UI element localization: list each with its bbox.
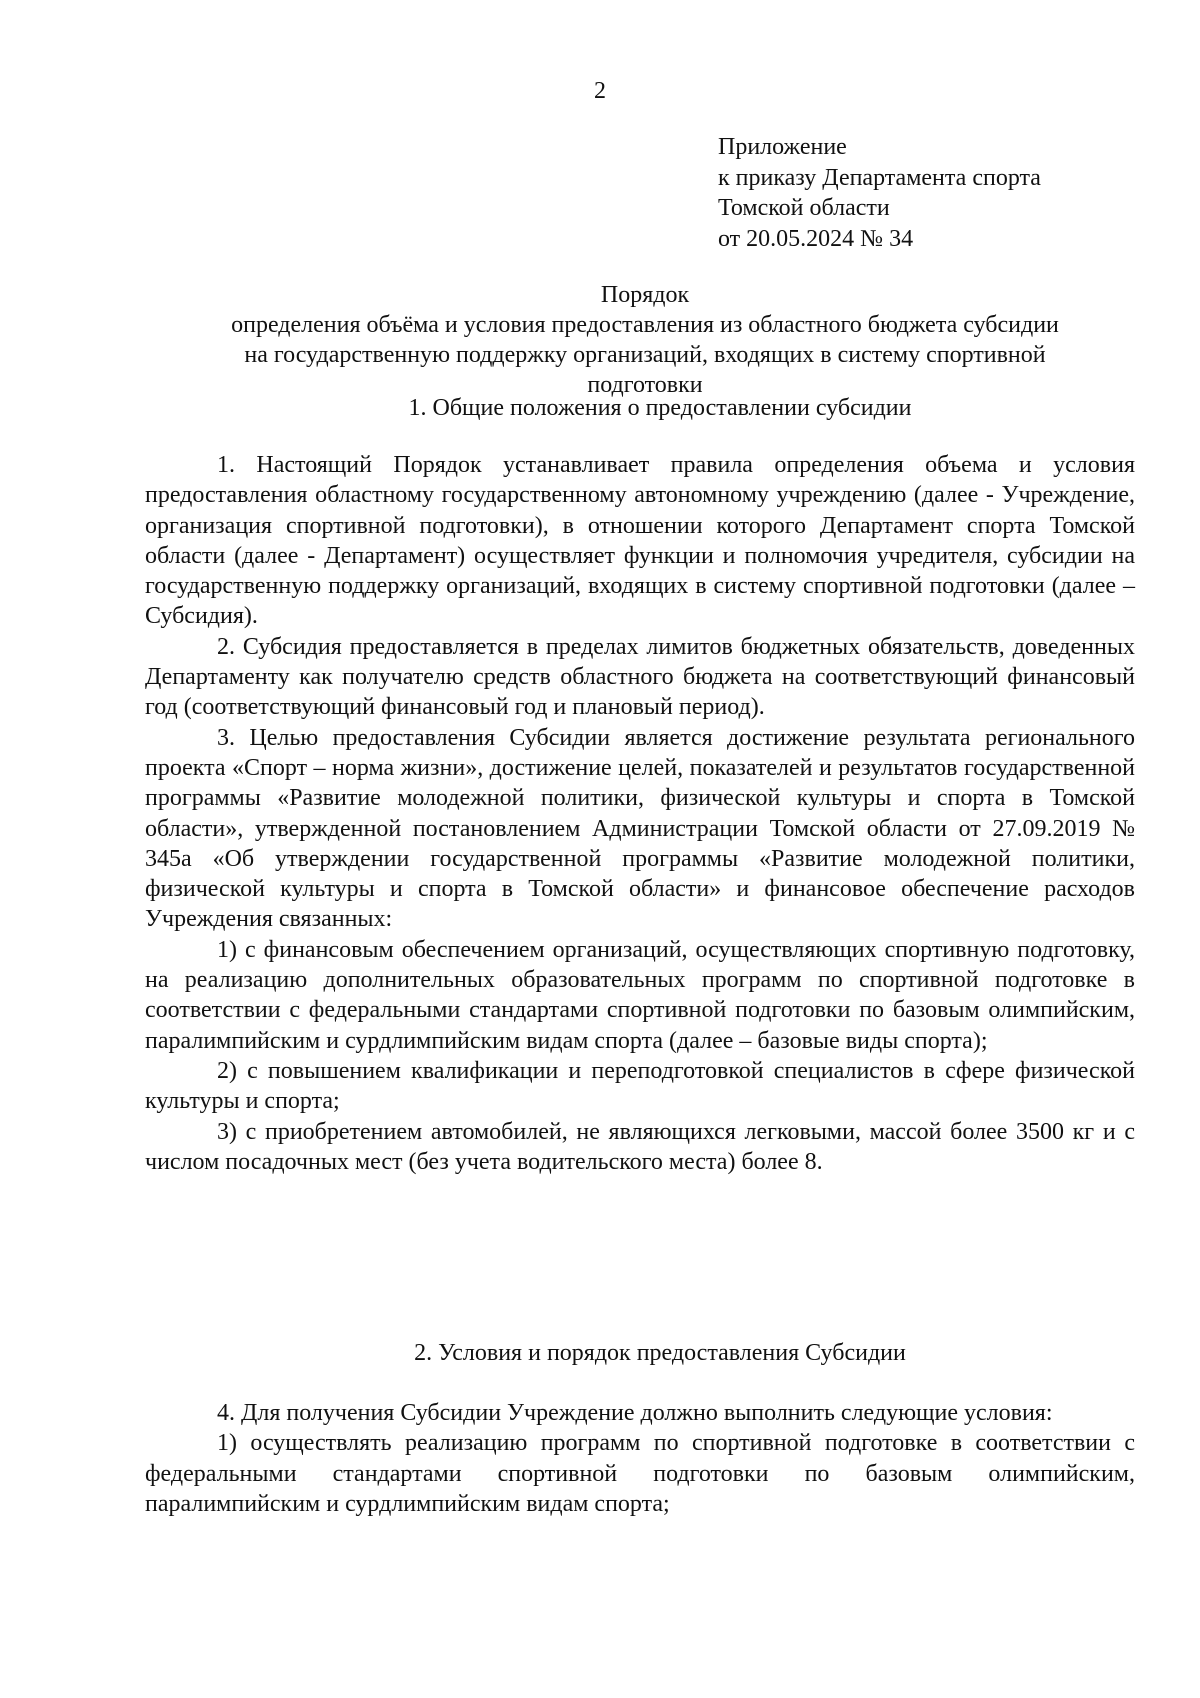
appendix-date-number: от 20.05.2024 № 34 xyxy=(718,225,914,252)
section-1-heading: 1. Общие положения о предоставлении субсидии xyxy=(408,395,912,421)
title-line: подготовки xyxy=(587,372,703,398)
appendix-line: Приложение xyxy=(718,134,847,160)
paragraph: 3. Целью предоставления Субсидии является достижение результата регионального проекта «Спорт – норма жизни», достижение целей, показателей и результатов государственной программы «Развитие молодежной политики, физической культуры и спорта в Томской области», утвержденной постановлением Администрации Томской области от 27.09.2019 № 345а «Об утверждении государственной программы «Развитие молодежной политики, физической культуры и спорта в Томской области» и финансовое обеспечение расходов Учреждения связанных: xyxy=(145,724,1135,933)
paragraph: 2. Субсидия предоставляется в пределах лимитов бюджетных обязательств, доведенных Департаменту как получателю средств областного бюджета на соответствующий финансовый год (соответствующий финансовый год и плановый период). xyxy=(145,633,1135,721)
appendix-block xyxy=(718,132,1178,254)
page-number: 2 xyxy=(594,78,606,104)
paragraph: 1. Настоящий Порядок устанавливает правила определения объема и условия предоставления областному государственному автономному учреждению (далее - Учреждение, организация спортивной подготовки), в отношении которого Департамент спорта Томской области (далее - Департамент) осуществляет функции и полномочия учредителя, субсидии на государственную поддержку организаций, входящих в систему спортивной подготовки (далее – Субсидия). xyxy=(145,452,1135,630)
title-line: на государственную поддержку организаций, входящих в систему спортивной xyxy=(244,342,1046,368)
paragraph: 1) с финансовым обеспечением организаций, осуществляющих спортивную подготовку, на реализацию дополнительных образовательных программ по спортивной подготовке в соответствии с федеральными стандартами спортивной подготовки по базовым олимпийским, паралимпийским и сурдлимпийским видам спорта (далее – базовые виды спорта); xyxy=(145,936,1135,1054)
paragraph: 3) с приобретением автомобилей, не являющихся легковыми, массой более 3500 кг и с числом посадочных мест (без учета водительского места) более 8. xyxy=(145,1118,1135,1175)
title-line: определения объёма и условия предоставления из областного бюджета субсидии xyxy=(231,312,1059,338)
paragraph: 2) с повышением квалификации и переподготовкой специалистов в сфере физической культуры и спорта; xyxy=(145,1057,1135,1115)
title-line: Порядок xyxy=(600,282,690,308)
paragraph: 1) осуществлять реализацию программ по спортивной подготовке в соответствии с федеральными стандартами спортивной подготовки по базовым олимпийским, паралимпийским и сурдлимпийским видам спорта; xyxy=(145,1430,1135,1517)
paragraph: 4. Для получения Субсидии Учреждение должно выполнить следующие условия: xyxy=(217,1400,1053,1426)
section-2-body xyxy=(145,1398,1135,1519)
appendix-line: к приказу Департамента спорта xyxy=(718,164,1041,191)
section-1-body xyxy=(145,450,1135,1177)
document-title xyxy=(145,280,1145,400)
section-2-heading: 2. Условия и порядок предоставления Субсидии xyxy=(414,1340,906,1366)
appendix-line: Томской области xyxy=(718,195,890,221)
